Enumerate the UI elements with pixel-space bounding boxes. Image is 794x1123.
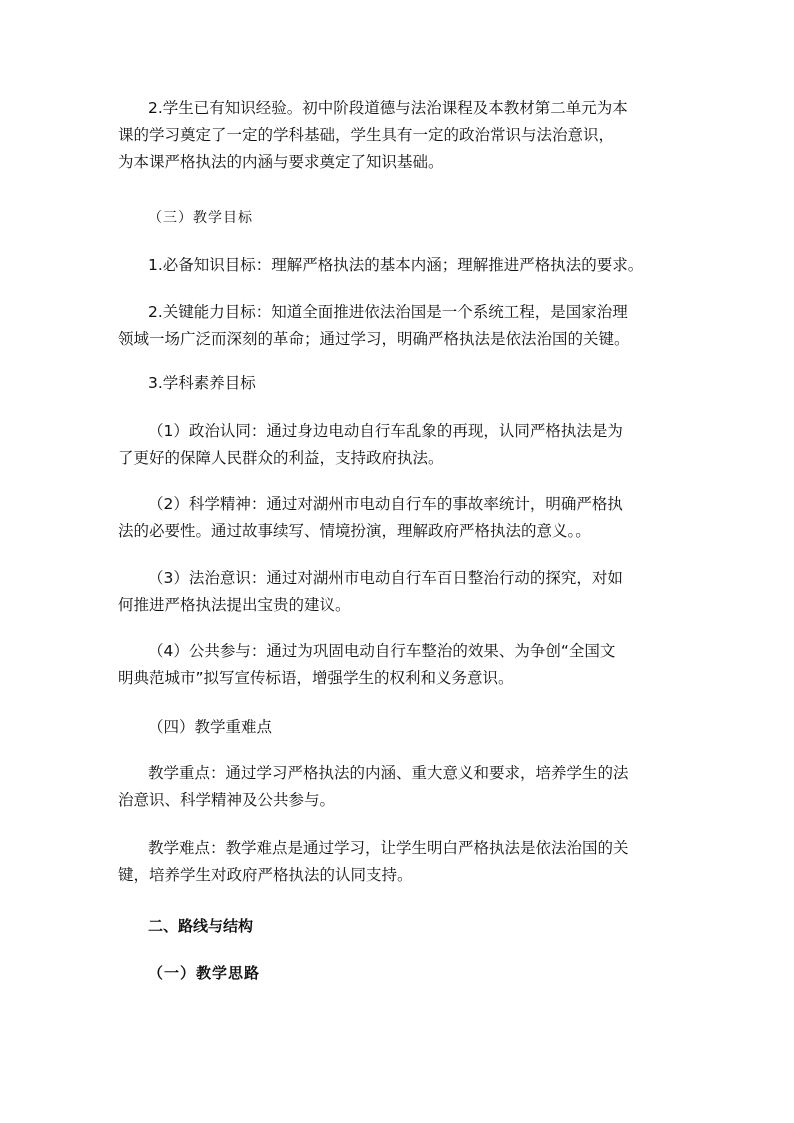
text-line: 教学重点：通过学习严格执法的内涵、重大意义和要求，培养学生的法 <box>148 764 629 782</box>
text-line: （2）科学精神：通过对湖州市电动自行车的事故率统计，明确严格执 <box>148 495 623 513</box>
text-line: 教学难点：教学难点是通过学习，让学生明白严格执法是依法治国的关 <box>148 839 629 857</box>
paragraph-ability-goal <box>118 299 678 353</box>
text-line: （3）法治意识：通过对湖州市电动自行车百日整治行动的探究，对如 <box>148 569 623 587</box>
text-line: 3.学科素养目标 <box>148 374 256 392</box>
text-line: 课的学习奠定了一定的学科基础，学生具有一定的政治常识与法治意识， <box>118 126 615 144</box>
heading-teaching-objectives <box>118 205 678 232</box>
paragraph-key-points <box>118 760 678 814</box>
paragraph-knowledge-goal <box>118 252 678 279</box>
text-line: 1.必备知识目标：理解严格执法的基本内涵；理解推进严格执法的要求。 <box>148 256 644 274</box>
heading-text: 二、路线与结构 <box>148 917 254 935</box>
paragraph-political-identity <box>118 418 678 472</box>
text-line: 2.关键能力目标：知道全面推进依法治国是一个系统工程，是国家治理 <box>148 303 628 321</box>
paragraph-rule-of-law <box>118 565 678 619</box>
text-line: 2.学生已有知识经验。初中阶段道德与法治课程及本教材第二单元为本 <box>148 99 628 117</box>
text-line: 了更好的保障人民群众的利益，支持政府执法。 <box>118 449 444 467</box>
text-line: 何推进严格执法提出宝贵的建议。 <box>118 596 351 614</box>
text-line: 法的必要性。通过故事续写、情境扮演，理解政府严格执法的意义。。 <box>118 522 591 540</box>
paragraph-prior-knowledge <box>118 95 678 176</box>
text-line: 为本课严格执法的内涵与要求奠定了知识基础。 <box>118 153 444 171</box>
heading-text: （三）教学目标 <box>148 210 253 226</box>
text-line: 治意识、科学精神及公共参与。 <box>118 791 336 809</box>
paragraph-scientific-spirit <box>118 491 678 545</box>
text-line: （1）政治认同：通过身边电动自行车乱象的再现，认同严格执法是为 <box>148 422 623 440</box>
text-line: （4）公共参与：通过为巩固电动自行车整治的效果、为争创“全国文 <box>148 642 616 660</box>
paragraph-public-participation <box>118 638 678 692</box>
heading-text: （一）教学思路 <box>148 964 261 982</box>
heading-text: （四）教学重难点 <box>148 718 273 736</box>
heading-teaching-approach <box>118 960 678 987</box>
text-line: 明典范城市”拟写宣传标语，增强学生的权利和义务意识。 <box>118 669 514 687</box>
paragraph-literacy-goal <box>118 370 678 397</box>
heading-route-and-structure <box>118 913 678 940</box>
heading-key-difficult-points <box>118 714 678 741</box>
text-line: 领域一场广泛而深刻的革命；通过学习，明确严格执法是依法治国的关键。 <box>118 330 630 348</box>
paragraph-difficult-points <box>118 835 678 889</box>
text-line: 键，培养学生对政府严格执法的认同支持。 <box>118 866 413 884</box>
